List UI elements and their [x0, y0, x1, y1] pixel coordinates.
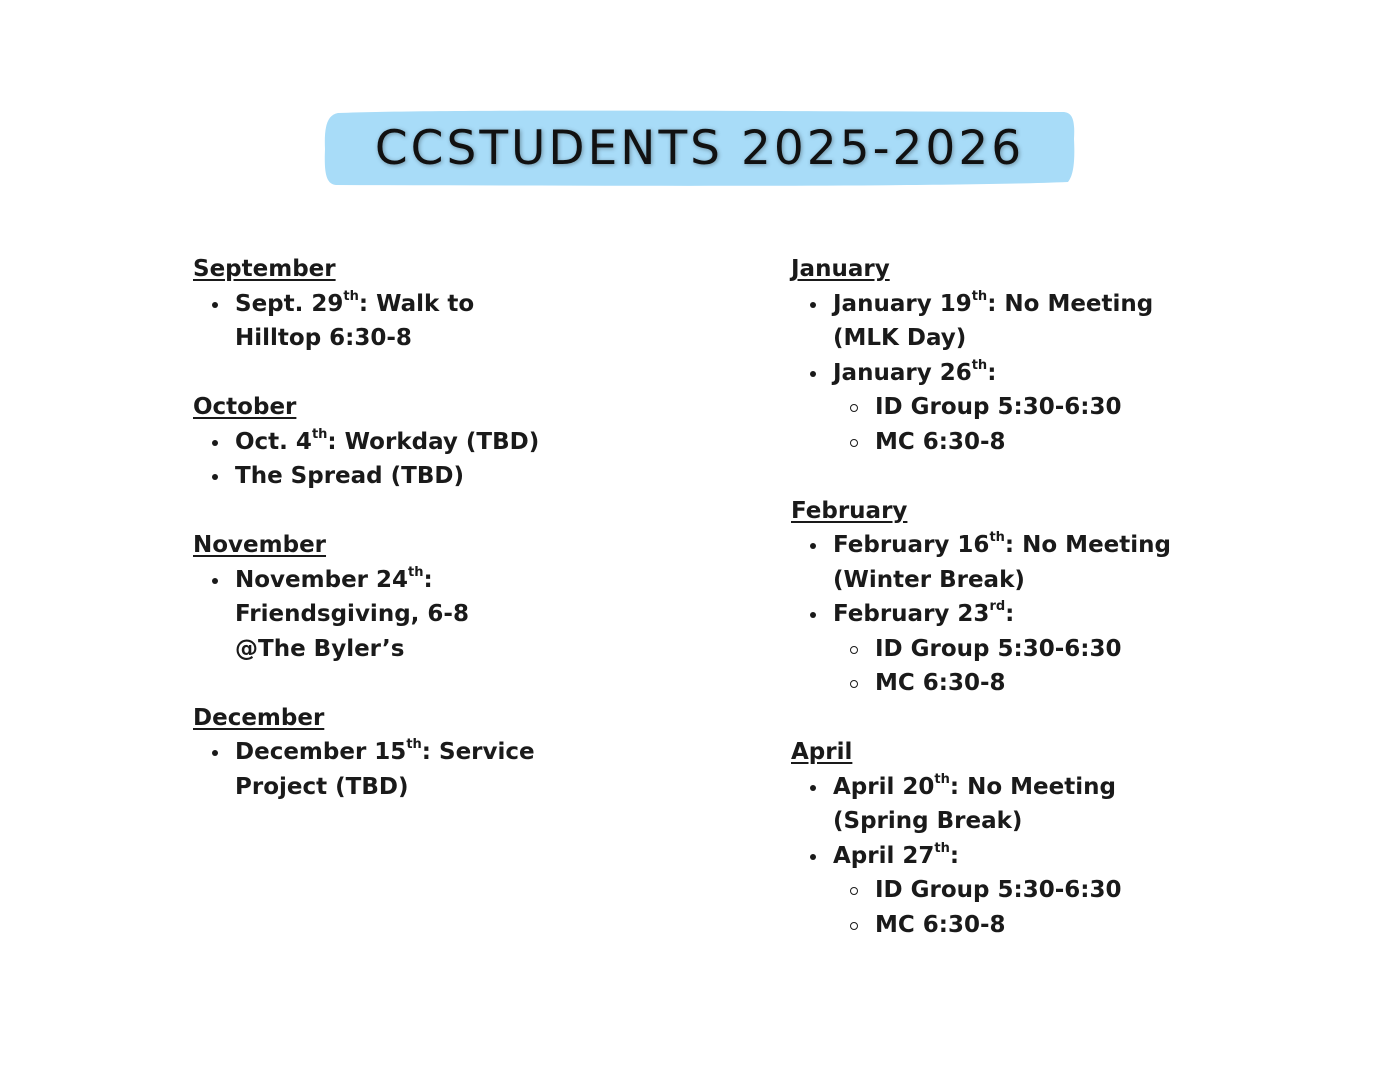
- item-text: : Service Project (TBD): [235, 739, 535, 800]
- item-text: :: [949, 842, 960, 869]
- item-text: (Winter Break): [833, 566, 1025, 593]
- item-text: :: [987, 359, 997, 386]
- left-column: [193, 252, 613, 839]
- list-item: [791, 528, 1211, 597]
- list-item: [791, 839, 1211, 943]
- ordinal-suffix: th: [989, 530, 1005, 546]
- item-text: Friendsgiving, 6-8: [235, 601, 469, 627]
- ordinal-suffix: th: [408, 564, 424, 580]
- item-date: April 27: [833, 842, 935, 869]
- list-item: [791, 770, 1211, 839]
- item-text: (MLK Day): [833, 325, 967, 351]
- ordinal-suffix: rd: [989, 599, 1006, 615]
- list-item: [193, 425, 613, 460]
- ordinal-suffix: th: [311, 426, 328, 442]
- list-item: [193, 735, 535, 804]
- month-heading: November: [193, 532, 327, 558]
- ordinal-suffix: th: [934, 771, 950, 787]
- page-title: CCSTUDENTS 2025-2026: [374, 120, 1025, 176]
- month-heading: September: [193, 256, 336, 282]
- item-date: April 20: [833, 773, 935, 800]
- item-text: : Walk to Hilltop 6:30-8: [235, 290, 475, 351]
- item-date: Sept. 29: [235, 290, 344, 317]
- item-text: The Spread (TBD): [235, 463, 464, 489]
- list-item: [791, 597, 1211, 701]
- month-heading: April: [791, 739, 853, 765]
- item-date: December 15: [235, 739, 407, 765]
- sub-list-item: MC 6:30-8: [833, 908, 1211, 943]
- month-section-february: [791, 494, 1211, 701]
- item-text: (Spring Break): [833, 808, 1023, 834]
- ordinal-suffix: th: [934, 840, 950, 856]
- ordinal-suffix: th: [971, 357, 988, 373]
- item-text: : No Meeting: [949, 773, 1116, 800]
- item-date: November 24: [235, 566, 409, 593]
- sub-list-item: ID Group 5:30-6:30: [833, 390, 1211, 425]
- list-item: [193, 563, 613, 667]
- item-date: Oct. 4: [235, 428, 312, 455]
- right-column: [791, 252, 1211, 977]
- item-date: January 19: [833, 290, 972, 317]
- item-date: January 26: [833, 359, 972, 386]
- item-date: February 16: [833, 532, 990, 558]
- item-text: : No Meeting: [987, 290, 1154, 317]
- ordinal-suffix: th: [406, 737, 422, 753]
- month-heading: February: [791, 497, 908, 524]
- page-title-banner: [324, 109, 1075, 187]
- month-heading: January: [791, 256, 890, 282]
- list-item: [193, 287, 565, 356]
- month-section-september: [193, 252, 613, 356]
- month-section-december: [193, 701, 613, 805]
- ordinal-suffix: th: [971, 288, 988, 304]
- item-location: @The Byler’s: [235, 635, 405, 662]
- month-section-october: [193, 390, 613, 494]
- ordinal-suffix: th: [343, 288, 359, 304]
- list-item: [791, 356, 1211, 460]
- item-text: :: [423, 566, 433, 593]
- sub-list-item: MC 6:30-8: [833, 666, 1211, 701]
- sub-list-item: MC 6:30-8: [833, 425, 1211, 460]
- month-heading: October: [193, 394, 297, 420]
- item-text: :: [1005, 601, 1015, 627]
- item-text: : Workday (TBD): [327, 428, 540, 455]
- month-section-november: [193, 528, 613, 666]
- list-item: [791, 287, 1211, 356]
- list-item: [193, 459, 613, 494]
- month-section-april: [791, 735, 1211, 942]
- month-section-january: [791, 252, 1211, 459]
- sub-list-item: ID Group 5:30-6:30: [833, 873, 1211, 908]
- sub-list-item: ID Group 5:30-6:30: [833, 632, 1211, 667]
- item-text: : No Meeting: [1004, 532, 1171, 558]
- item-date: February 23: [833, 601, 990, 627]
- month-heading: December: [193, 704, 325, 731]
